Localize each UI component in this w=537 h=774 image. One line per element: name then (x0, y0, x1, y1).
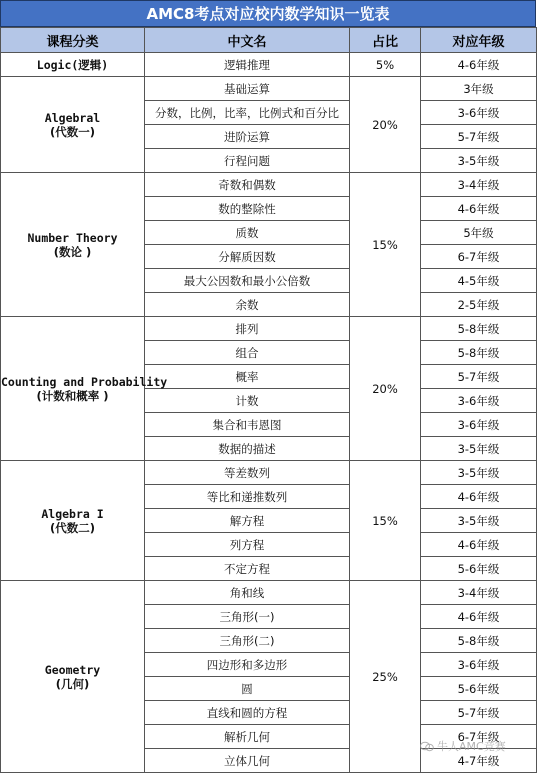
topic-name: 数的整除性 (145, 197, 350, 221)
topic-name: 基础运算 (145, 77, 350, 101)
grade-cell: 3-6年级 (421, 413, 537, 437)
topic-name: 等差数列 (145, 461, 350, 485)
percent-cell: 5% (350, 53, 421, 77)
header-percent: 占比 (350, 28, 421, 53)
table-row (1, 77, 537, 101)
category-english: Geometry (44, 662, 101, 677)
grade-cell: 4-7年级 (421, 749, 537, 773)
grade-cell: 3-5年级 (421, 437, 537, 461)
wechat-icon (420, 741, 434, 752)
topic-name: 排列 (145, 317, 350, 341)
topic-name: 等比和递推数列 (145, 485, 350, 509)
grade-cell: 3-6年级 (421, 101, 537, 125)
table-row (1, 317, 537, 341)
grade-cell: 3-4年级 (421, 173, 537, 197)
category-english: Algebral (44, 110, 101, 125)
grade-cell: 5-7年级 (421, 125, 537, 149)
category-english: Algebra I (41, 506, 104, 521)
category-chinese: (几何) (55, 676, 90, 691)
grade-cell: 6-7年级 (421, 725, 537, 749)
percent-cell: 15% (350, 173, 421, 317)
topic-name: 余数 (145, 293, 350, 317)
grade-cell: 6-7年级 (421, 245, 537, 269)
grade-cell: 3-5年级 (421, 509, 537, 533)
header-row (1, 28, 537, 53)
category-cell (1, 173, 145, 317)
topic-name: 解析几何 (145, 725, 350, 749)
topic-name: 数据的描述 (145, 437, 350, 461)
table-row (1, 461, 537, 485)
topic-name: 集合和韦恩图 (145, 413, 350, 437)
grade-cell: 5-8年级 (421, 341, 537, 365)
topic-name: 逻辑推理 (145, 53, 350, 77)
topic-name: 列方程 (145, 533, 350, 557)
grade-cell: 2-5年级 (421, 293, 537, 317)
topic-name: 进阶运算 (145, 125, 350, 149)
grade-cell: 5年级 (421, 221, 537, 245)
watermark-text: 牛人AMC竞赛 (437, 740, 506, 753)
table-row (1, 53, 537, 77)
topic-name: 立体几何 (145, 749, 350, 773)
topic-name: 角和线 (145, 581, 350, 605)
grade-cell: 5-7年级 (421, 365, 537, 389)
knowledge-table (0, 27, 537, 773)
header-grade: 对应年级 (421, 28, 537, 53)
grade-cell: 4-6年级 (421, 197, 537, 221)
category-cell (1, 53, 145, 77)
category-chinese: (数论 ) (53, 244, 92, 259)
grade-cell: 5-8年级 (421, 629, 537, 653)
topic-name: 不定方程 (145, 557, 350, 581)
percent-cell: 25% (350, 581, 421, 773)
grade-cell: 3-5年级 (421, 149, 537, 173)
topic-name: 解方程 (145, 509, 350, 533)
topic-name: 三角形(一) (145, 605, 350, 629)
table-row (1, 581, 537, 605)
topic-name: 奇数和偶数 (145, 173, 350, 197)
topic-name: 行程问题 (145, 149, 350, 173)
category-cell (1, 317, 168, 461)
grade-cell: 4-6年级 (421, 53, 537, 77)
header-chinese-name: 中文名 (145, 28, 350, 53)
table-body (1, 53, 537, 773)
category-chinese: (代数一) (49, 124, 95, 139)
grade-cell: 5-8年级 (421, 317, 537, 341)
category-cell (1, 77, 145, 173)
header-category: 课程分类 (1, 28, 145, 53)
grade-cell: 4-6年级 (421, 533, 537, 557)
topic-name: 分解质因数 (145, 245, 350, 269)
category-english: Counting and Probability (1, 374, 168, 389)
category-english: Logic(逻辑) (36, 57, 109, 72)
grade-cell: 4-5年级 (421, 269, 537, 293)
grade-cell: 4-6年级 (421, 485, 537, 509)
grade-cell: 5-6年级 (421, 677, 537, 701)
grade-cell: 3-6年级 (421, 653, 537, 677)
topic-name: 组合 (145, 341, 350, 365)
grade-cell: 5-6年级 (421, 557, 537, 581)
topic-name: 概率 (145, 365, 350, 389)
topic-name: 四边形和多边形 (145, 653, 350, 677)
topic-name: 质数 (145, 221, 350, 245)
topic-name: 分数，比例，比率，比例式和百分比 (145, 101, 350, 125)
topic-name: 圆 (145, 677, 350, 701)
category-chinese: (计数和概率 ) (36, 388, 109, 403)
percent-cell: 20% (350, 317, 421, 461)
topic-name: 直线和圆的方程 (145, 701, 350, 725)
category-cell (1, 461, 145, 581)
grade-cell: 3年级 (421, 77, 537, 101)
percent-cell: 20% (350, 77, 421, 173)
watermark (420, 738, 506, 754)
table-row (1, 173, 537, 197)
topic-name: 三角形(二) (145, 629, 350, 653)
grade-cell: 3-5年级 (421, 461, 537, 485)
topic-name: 最大公因数和最小公倍数 (145, 269, 350, 293)
percent-cell: 15% (350, 461, 421, 581)
table-title: AMC8考点对应校内数学知识一览表 (0, 0, 536, 27)
category-cell (1, 581, 145, 773)
category-chinese: (代数二) (49, 520, 95, 535)
grade-cell: 4-6年级 (421, 605, 537, 629)
grade-cell: 3-4年级 (421, 581, 537, 605)
grade-cell: 5-7年级 (421, 701, 537, 725)
category-english: Number Theory (27, 230, 118, 245)
grade-cell: 3-6年级 (421, 389, 537, 413)
topic-name: 计数 (145, 389, 350, 413)
